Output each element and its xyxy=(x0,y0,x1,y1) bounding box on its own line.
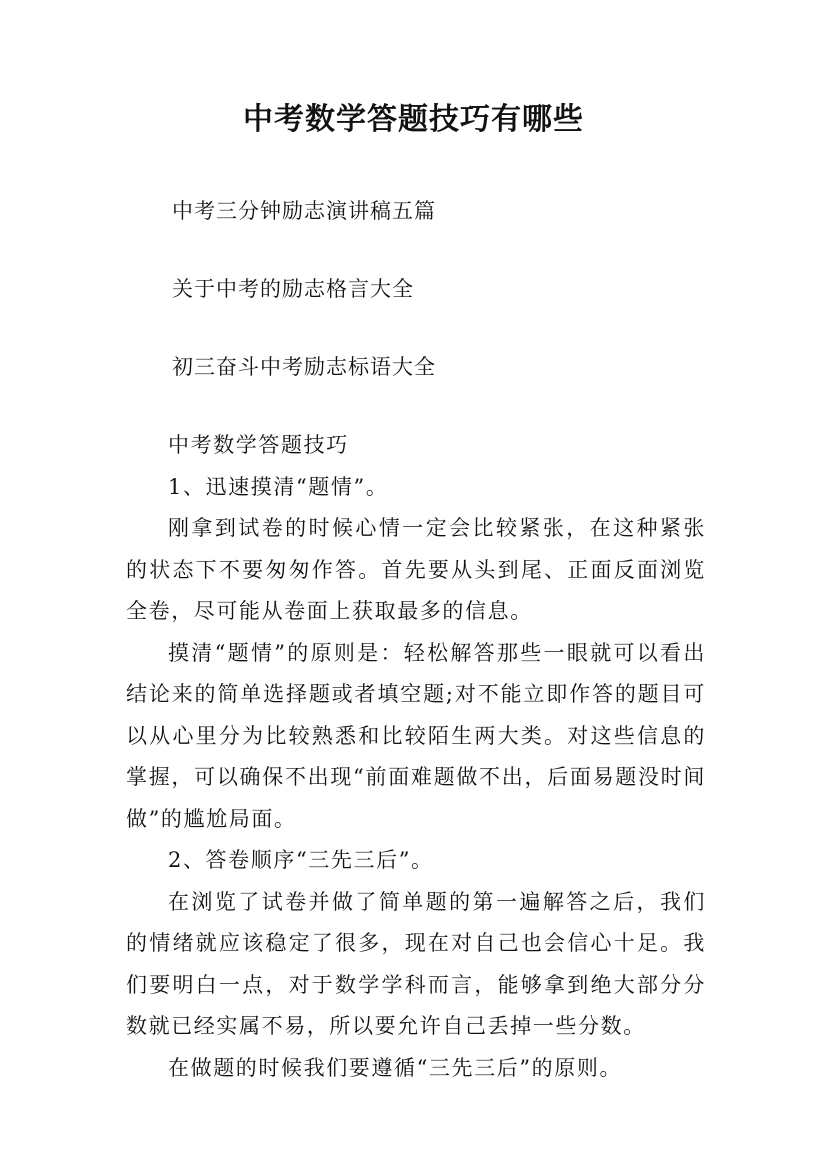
subheading: 2、答卷顺序“三先三后”。 xyxy=(168,848,434,872)
related-link[interactable]: 中考三分钟励志演讲稿五篇 xyxy=(172,199,436,223)
paragraph: 摸清“题情”的原则是：轻松解答那些一眼就可以看出结论来的简单选择题或者填空题;对不能立即作答的题目可以从心里分为比较熟悉和比较陌生两大类。对这些信息的掌握，可以确保不出现“前面难题做不出，后面易题没时间做”的尴尬局面。 xyxy=(126,640,706,831)
related-links xyxy=(172,196,436,430)
subheading: 1、迅速摸清“题情”。 xyxy=(168,474,389,499)
document-body xyxy=(126,425,706,1089)
document-title: 中考数学答题技巧有哪些 xyxy=(243,102,584,137)
paragraph: 在做题的时候我们要遵循“三先三后”的原则。 xyxy=(168,1055,623,1080)
related-link[interactable]: 初三奋斗中考励志标语大全 xyxy=(172,355,436,379)
paragraph: 刚拿到试卷的时候心情一定会比较紧张，在这种紧张的状态下不要匆匆作答。首先要从头到尾、正面反面浏览全卷，尽可能从卷面上获取最多的信息。 xyxy=(126,516,706,623)
paragraph: 在浏览了试卷并做了简单题的第一遍解答之后，我们的情绪就应该稳定了很多，现在对自己也会信心十足。我们要明白一点，对于数学学科而言，能够拿到绝大部分分数就已经实属不易，所以要允许自己丢掉一些分数。 xyxy=(126,889,706,1038)
related-link[interactable]: 关于中考的励志格言大全 xyxy=(172,277,414,301)
section-heading: 中考数学答题技巧 xyxy=(168,433,349,457)
